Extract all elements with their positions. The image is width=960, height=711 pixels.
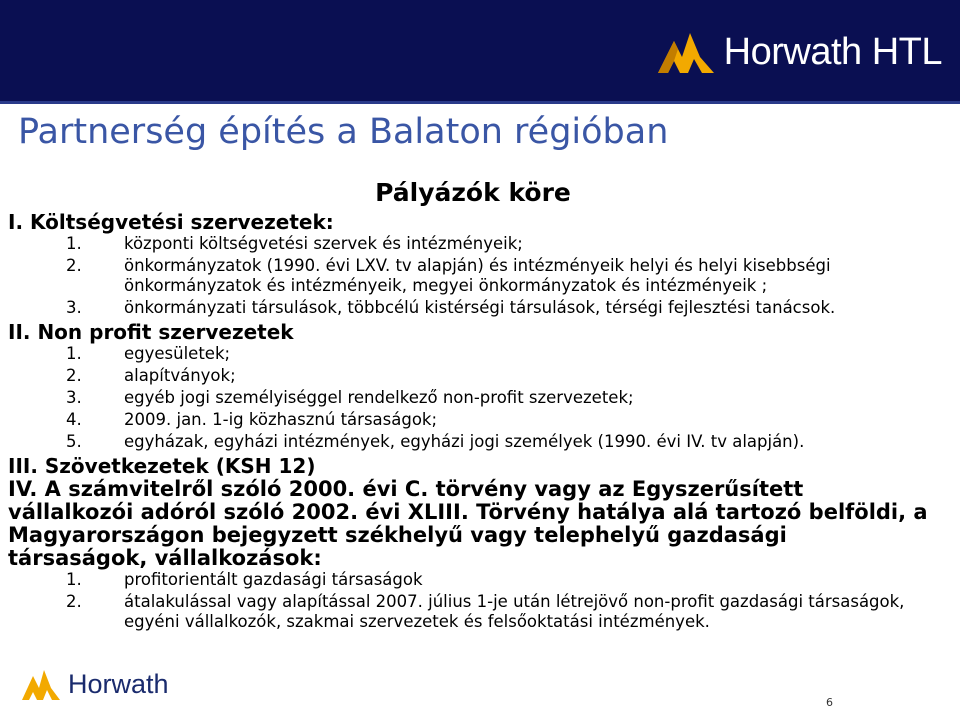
slide-title: Partnerség építés a Balaton régióban: [18, 112, 669, 152]
section-list: [8, 234, 928, 318]
list-item: 4. 2009. jan. 1-ig közhasznú társaságok;: [66, 410, 438, 429]
section-heading: III. Szövetkezetek (KSH 12): [8, 454, 316, 478]
section-list: [8, 570, 928, 632]
list-item: 1. profitorientált gazdasági társaságok: [66, 570, 423, 589]
list-item: 5. egyházak, egyházi intézmények, egyházi jogi személyek (1990. évi IV. tv alapján).: [66, 432, 805, 451]
section-3: [8, 454, 928, 478]
section-heading: I. Költségvetési szervezetek:: [8, 210, 334, 234]
slide-subtitle: Pályázók köre: [375, 178, 571, 207]
footer-brand-name: Horwath: [68, 668, 169, 699]
header-bar: [0, 0, 960, 104]
section-4: [8, 478, 928, 632]
page-number: 6: [826, 696, 833, 709]
horwath-crown-icon: [20, 666, 62, 702]
section-heading: IV. A számvitelről szóló 2000. évi C. törvény vagy az Egyszerűsített vállalkozói adóról szóló 2002. évi XLIII. Törvény hatálya alá tartozó belföldi, a Magyarországon bejegyzett székhelyű vagy telephelyű gazdasági társaságok, vállalkozások:: [8, 477, 928, 570]
list-item: 3. önkormányzati társulások, többcélú kistérségi társulások, térségi fejlesztési tanácsok.: [66, 298, 836, 317]
horwath-crown-icon: [654, 27, 718, 77]
list-item: 2. önkormányzatok (1990. évi LXV. tv alapján) és intézményeik helyi és helyi kisebbségi önkormányzatok és intézményeik, megyei önkormányzatok és intézményeik ;: [66, 256, 831, 295]
brand-name: Horwath HTL: [723, 30, 942, 73]
section-list: [8, 344, 928, 452]
list-item: 1. központi költségvetési szervek és intézményeik;: [66, 234, 523, 253]
section-2: [8, 320, 928, 452]
slide-content: [8, 176, 928, 634]
list-item: 3. egyéb jogi személyiséggel rendelkező non-profit szervezetek;: [66, 388, 634, 407]
horwath-htl-logo: [654, 22, 942, 82]
list-item: 1. egyesületek;: [66, 344, 231, 363]
list-item: 2. alapítványok;: [66, 366, 236, 385]
section-1: [8, 210, 928, 318]
section-heading: II. Non profit szervezetek: [8, 320, 294, 344]
list-item: 2. átalakulással vagy alapítással 2007. július 1-je után létrejövő non-profit gazdasági társaságok, egyéni vállalkozók, szakmai szervezetek és felsőoktatási intézmények.: [66, 592, 905, 631]
horwath-footer-logo: [20, 666, 169, 702]
